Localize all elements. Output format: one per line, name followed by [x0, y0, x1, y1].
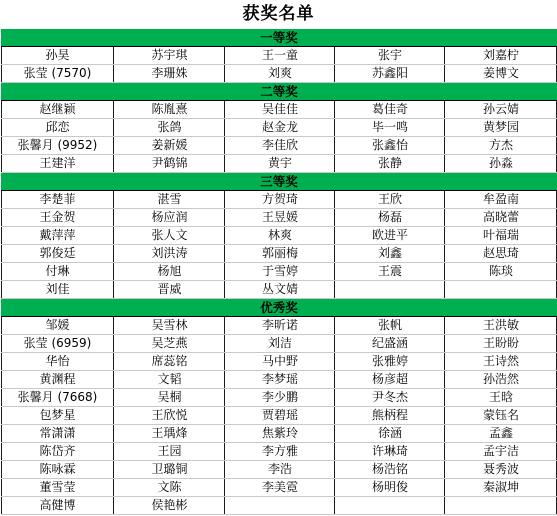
name-cell[interactable]: 黄梦园 [482, 120, 519, 134]
name-cell[interactable]: 高健博 [39, 498, 76, 512]
name-cell[interactable]: 杨旭 [157, 264, 182, 278]
name-cell[interactable]: 李珊姝 [151, 66, 188, 80]
name-cell[interactable]: 刘洪涛 [151, 246, 188, 260]
name-cell[interactable]: 杨明俊 [371, 480, 408, 494]
name-cell[interactable]: 王震 [377, 264, 402, 278]
section-title: 二等奖 [260, 84, 298, 99]
name-cell[interactable] [225, 497, 335, 514]
name-cell[interactable] [445, 497, 557, 514]
name-cell[interactable]: 邹媛 [45, 318, 70, 332]
table-row [1, 119, 557, 137]
name-cell[interactable]: 李方雅 [261, 444, 298, 458]
table-row [1, 227, 557, 245]
name-cell[interactable]: 方杰 [488, 138, 513, 152]
name-cell[interactable]: 张馨月 (9952) [17, 138, 98, 152]
name-cell[interactable]: 张帆 [377, 318, 402, 332]
name-cell[interactable]: 赵金龙 [261, 120, 298, 134]
name-cell[interactable]: 纪盛涵 [371, 336, 408, 350]
name-cell[interactable]: 文陈 [157, 480, 182, 494]
name-cell[interactable] [445, 281, 557, 298]
name-cell[interactable]: 晋威 [157, 282, 182, 296]
name-cell[interactable]: 包梦星 [39, 408, 76, 422]
name-cell[interactable]: 张鑫怡 [371, 138, 408, 152]
name-cell[interactable]: 陈琰 [488, 264, 513, 278]
section-title: 优秀奖 [260, 300, 298, 315]
table-row [1, 497, 557, 515]
name-cell[interactable]: 陈咏霖 [39, 462, 76, 476]
name-cell[interactable]: 葛佳奇 [371, 102, 408, 116]
name-cell[interactable]: 王瑀烽 [151, 426, 188, 440]
table-row [1, 245, 557, 263]
name-cell[interactable]: 方贺琦 [261, 192, 298, 206]
name-cell[interactable]: 尹冬杰 [371, 390, 408, 404]
name-cell[interactable]: 张馨月 (7668) [17, 390, 98, 404]
name-cell[interactable]: 王盼盼 [482, 336, 519, 350]
name-cell[interactable]: 李梦瑶 [261, 372, 298, 386]
table-row [1, 191, 557, 209]
name-cell[interactable]: 王建洋 [39, 156, 76, 170]
name-cell[interactable]: 高晓蕾 [482, 210, 519, 224]
name-cell[interactable]: 杨彦超 [371, 372, 408, 386]
name-cell[interactable]: 戴萍萍 [39, 228, 76, 242]
name-cell[interactable]: 张宇 [377, 48, 402, 62]
table-row [1, 371, 557, 389]
name-cell[interactable]: 欧进平 [371, 228, 408, 242]
name-cell[interactable]: 席蕊铭 [151, 354, 188, 368]
name-cell[interactable]: 杨应润 [151, 210, 188, 224]
name-cell[interactable]: 侯艳彬 [151, 498, 188, 512]
name-cell[interactable]: 李浩 [267, 462, 292, 476]
name-cell[interactable]: 赵继颖 [39, 102, 76, 116]
name-cell[interactable]: 孙云婧 [482, 102, 519, 116]
table-row [1, 65, 557, 83]
name-cell[interactable]: 林爽 [267, 228, 292, 242]
table-row [1, 263, 557, 281]
table-row [1, 443, 557, 461]
name-cell[interactable]: 常潇潇 [39, 426, 76, 440]
name-cell[interactable]: 孙昊 [45, 48, 70, 62]
name-cell[interactable]: 尹鹤锦 [151, 156, 188, 170]
name-cell[interactable]: 李美霓 [261, 480, 298, 494]
name-cell[interactable] [335, 497, 445, 514]
name-cell[interactable]: 李少鹏 [261, 390, 298, 404]
name-cell[interactable]: 李佳欣 [261, 138, 298, 152]
table-row [1, 407, 557, 425]
name-cell[interactable]: 吴雪林 [151, 318, 188, 332]
name-cell[interactable]: 黄渊程 [39, 372, 76, 386]
table-row [1, 479, 557, 497]
table-row [1, 353, 557, 371]
name-cell[interactable]: 陈岱齐 [39, 444, 76, 458]
table-row [1, 425, 557, 443]
name-cell[interactable]: 吴佳佳 [261, 102, 298, 116]
name-cell[interactable]: 孙浩然 [482, 372, 519, 386]
table-row [1, 317, 557, 335]
name-cell[interactable]: 姜博文 [482, 66, 519, 80]
name-cell[interactable]: 郭丽梅 [261, 246, 298, 260]
name-cell[interactable]: 牟盈南 [482, 192, 519, 206]
name-cell[interactable]: 姜新媛 [151, 138, 188, 152]
name-cell[interactable]: 熊柄程 [371, 408, 408, 422]
name-cell[interactable]: 叶福瑞 [482, 228, 519, 242]
table-row [1, 47, 557, 65]
name-cell[interactable]: 李昕诺 [261, 318, 298, 332]
name-cell[interactable]: 秦淑坤 [482, 480, 519, 494]
table-row [1, 335, 557, 353]
name-cell[interactable]: 吴桐 [157, 390, 182, 404]
name-cell[interactable]: 王一童 [261, 48, 298, 62]
table-row [1, 137, 557, 155]
name-cell[interactable]: 焦紫玲 [261, 426, 298, 440]
name-cell[interactable]: 聂秀波 [482, 462, 519, 476]
name-cell[interactable]: 孙淼 [488, 156, 513, 170]
section-header-row [1, 299, 557, 317]
name-cell[interactable]: 张雅婷 [371, 354, 408, 368]
name-cell[interactable]: 刘爽 [267, 66, 292, 80]
name-cell[interactable]: 丛文婧 [261, 282, 298, 296]
name-cell[interactable]: 王晗 [488, 390, 513, 404]
table-row [1, 101, 557, 119]
table-row [1, 461, 557, 479]
name-cell[interactable]: 孟鑫 [488, 426, 513, 440]
name-cell[interactable]: 张人文 [151, 228, 188, 242]
table-row [1, 389, 557, 407]
name-cell[interactable]: 刘佳 [45, 282, 70, 296]
name-cell[interactable]: 刘鑫 [377, 246, 402, 260]
sheet-title: 获奖名单 [242, 4, 315, 24]
name-cell[interactable]: 许琳琦 [371, 444, 408, 458]
section-header-row [1, 83, 557, 101]
name-cell[interactable]: 李楚菲 [39, 192, 76, 206]
name-cell[interactable]: 张莹 (7570) [23, 66, 92, 80]
name-cell[interactable]: 杨浩铭 [371, 462, 408, 476]
name-cell[interactable]: 王昱媛 [261, 210, 298, 224]
name-cell[interactable]: 邱恋 [45, 120, 70, 134]
name-cell[interactable]: 毕一鸣 [371, 120, 408, 134]
name-cell[interactable]: 王欣 [377, 192, 402, 206]
name-cell[interactable]: 王洪敏 [482, 318, 519, 332]
table-row [1, 155, 557, 173]
name-cell[interactable]: 杨磊 [377, 210, 402, 224]
name-cell[interactable]: 苏鑫阳 [371, 66, 408, 80]
table-row [1, 281, 557, 299]
name-cell[interactable]: 华怡 [45, 354, 70, 368]
name-cell[interactable]: 黄宇 [267, 156, 292, 170]
section-title: 三等奖 [260, 174, 298, 189]
section-header-row [1, 173, 557, 191]
name-cell[interactable]: 王欣悦 [151, 408, 188, 422]
name-cell[interactable]: 董雪莹 [39, 480, 76, 494]
name-cell[interactable]: 贾碧瑶 [261, 408, 298, 422]
name-cell[interactable]: 卫璐铜 [151, 462, 188, 476]
name-cell[interactable]: 郭俊廷 [39, 246, 76, 260]
name-cell[interactable]: 湛雪 [157, 192, 182, 206]
name-cell[interactable]: 苏宇琪 [151, 48, 188, 62]
name-cell[interactable] [335, 281, 445, 298]
name-cell[interactable]: 刘洁 [267, 336, 292, 350]
name-cell[interactable]: 蒙钰名 [482, 408, 519, 422]
name-cell[interactable]: 赵思琦 [482, 246, 519, 260]
name-cell[interactable]: 文韬 [157, 372, 182, 386]
name-cell[interactable]: 陈胤熹 [151, 102, 188, 116]
name-cell[interactable]: 张鸽 [157, 120, 182, 134]
name-cell[interactable]: 张静 [377, 156, 402, 170]
name-cell[interactable]: 于雪婷 [261, 264, 298, 278]
name-cell[interactable]: 刘嘉柠 [482, 48, 519, 62]
name-cell[interactable]: 王诗然 [482, 354, 519, 368]
name-cell[interactable]: 王金贺 [39, 210, 76, 224]
name-cell[interactable]: 王园 [157, 444, 182, 458]
name-cell[interactable]: 吴芝燕 [151, 336, 188, 350]
table-row [1, 209, 557, 227]
name-cell[interactable]: 张莹 (6959) [23, 336, 92, 350]
name-cell[interactable]: 徐涵 [377, 426, 402, 440]
section-header-row [1, 29, 557, 47]
name-cell[interactable]: 孟宇洁 [482, 444, 519, 458]
section-title: 一等奖 [260, 30, 298, 45]
name-cell[interactable]: 马中野 [261, 354, 298, 368]
name-cell[interactable]: 付琳 [45, 264, 70, 278]
